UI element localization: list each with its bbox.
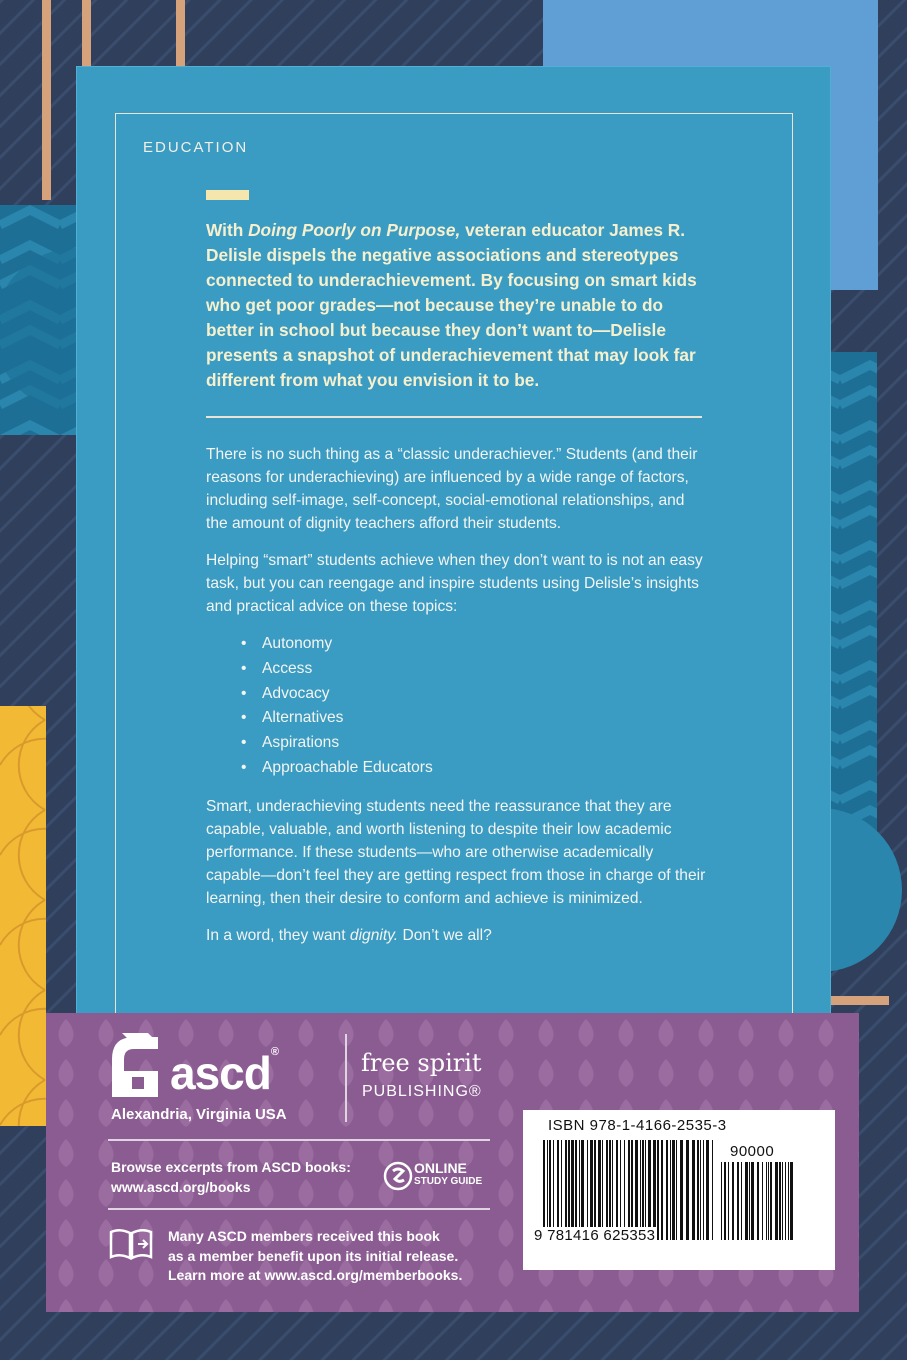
member-books-link[interactable]: www.ascd.org/memberbooks. xyxy=(264,1267,463,1283)
browse-excerpts xyxy=(111,1157,351,1197)
ascd-name: ascd xyxy=(170,1047,271,1099)
body-paragraph-3: Smart, underachieving students need the reassurance that they are capable, valuable, and worth listening to despite their low academic performance. If these students—who are otherwise academically capable—don’t feel they are getting respect from those in charge of their learning, then their desire to conform and achieve is minimized. xyxy=(206,797,706,907)
body-paragraph-4 xyxy=(206,924,706,947)
list-item: • Approachable Educators xyxy=(241,756,706,781)
list-item: • Aspirations xyxy=(241,731,706,756)
online-study-guide-icon xyxy=(383,1161,413,1191)
logo-divider xyxy=(345,1034,347,1122)
ascd-wordmark xyxy=(170,1046,278,1100)
band-divider-1 xyxy=(108,1139,490,1141)
body-text xyxy=(206,443,706,961)
list-item: • Alternatives xyxy=(241,706,706,731)
price-code: 90000 xyxy=(730,1143,775,1160)
browse-text: Browse excerpts from ASCD books: xyxy=(111,1159,351,1175)
publisher-location: Alexandria, Virginia USA xyxy=(111,1106,287,1123)
browse-link[interactable]: www.ascd.org/books xyxy=(111,1179,251,1195)
free-spirit-logo: free spirit xyxy=(361,1049,482,1077)
band-divider-2 xyxy=(108,1208,490,1210)
book-title: Doing Poorly on Purpose, xyxy=(248,220,461,240)
online-label: ONLINE xyxy=(414,1160,467,1176)
member-line-1: Many ASCD members received this book xyxy=(168,1228,440,1244)
body-paragraph-1: There is no such thing as a “classic underachiever.” Students (and their reasons for underachieving) are influenced by a wide range of factors, including self-image, self-concept, social-emotional relationships, and the amount of dignity teachers afford their students. xyxy=(206,446,698,532)
ean-number: 9 781416 625353 xyxy=(534,1227,656,1244)
category-label: EDUCATION xyxy=(143,139,249,156)
lead-part2: veteran educator James R. Delisle dispels the negative associations and stereotypes connected to underachievement. By focusing on smart kids who get poor grades—not because they’re unable to do better in school but because they don’t want to—Delisle presents a snapshot of underachievement that may look far different from what you envision it to be. xyxy=(206,220,697,390)
member-line-2: as a member benefit upon its initial release. xyxy=(168,1247,459,1264)
isbn-number: ISBN 978-1-4166-2535-3 xyxy=(548,1117,727,1134)
list-item: • Advocacy xyxy=(241,682,706,707)
closing-text-b: Don’t we all? xyxy=(398,926,492,944)
free-spirit-publishing: PUBLISHING® xyxy=(362,1083,482,1100)
member-line-3-text: Learn more at xyxy=(168,1267,265,1283)
closing-text-a: In a word, they want xyxy=(206,926,350,944)
accent-bar xyxy=(206,190,249,200)
list-item: • Access xyxy=(241,657,706,682)
lead-paragraph xyxy=(206,218,706,393)
section-divider xyxy=(206,416,702,418)
member-benefit-note xyxy=(168,1227,462,1286)
study-guide-label: STUDY GUIDE xyxy=(414,1176,483,1187)
open-book-icon xyxy=(108,1226,154,1262)
lead-part1: With xyxy=(206,220,249,240)
list-item: • Autonomy xyxy=(241,632,706,657)
registered-mark: ® xyxy=(270,1046,278,1058)
online-study-guide xyxy=(414,1161,482,1189)
body-paragraph-2: Helping “smart” students achieve when they don’t want to is not an easy task, but you can reengage and inspire students using Delisle’s insights and practical advice on these topics: xyxy=(206,552,703,615)
closing-emphasis: dignity. xyxy=(349,926,399,944)
topics-list xyxy=(241,632,706,781)
member-line-3 xyxy=(168,1266,462,1286)
